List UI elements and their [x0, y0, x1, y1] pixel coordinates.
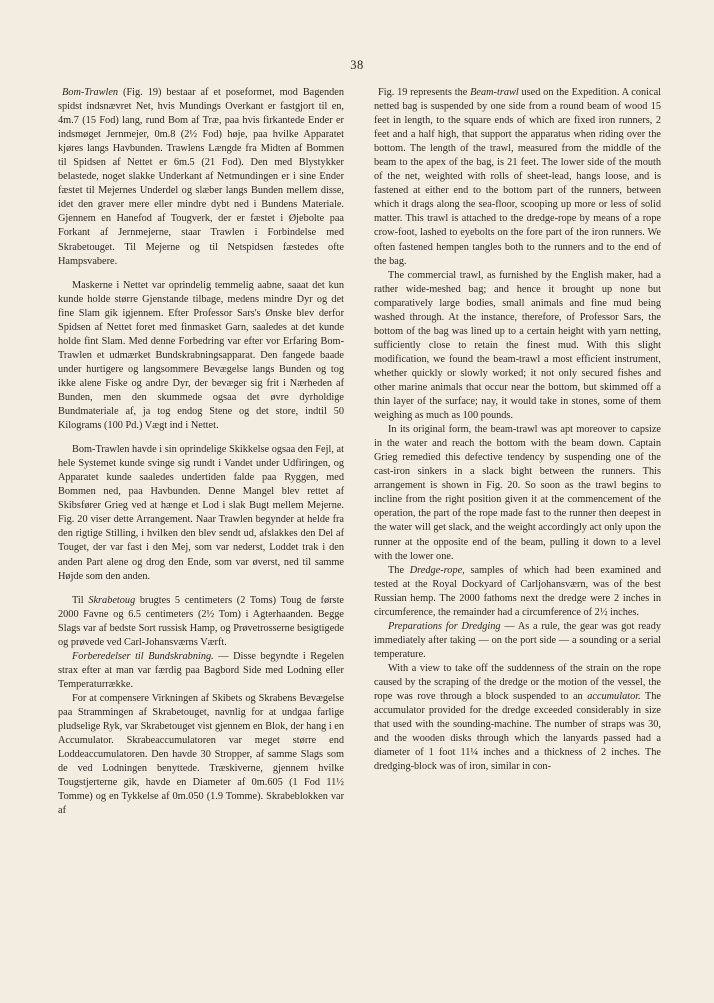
paragraph-capsize-fix-en: In its original form, the beam-trawl was apt moreover to capsize in the water and reach the bottom with the beam down. Captain Grieg remedied this defective tendency by suspending one of the cast-iron sinkers in a slack bight between the runners. This arrangement is shown in Fig. 20. So soon as the trawl begins to incline from the right position given it at the commencement of the operation, the part of the rope made fast to the runner then deepest in the water will get slack, and the weight accordingly act only upon the runner at the opposite end of the beam, pulling it down to a level with the lower one. [374, 424, 661, 562]
paragraph-dredge-rope: Til Skrabetoug brugtes 5 centimeters (2 Toms) Toug de første 2000 Favne og 6.5 centimeters (2½ Tom) i Agterhaanden. Begge Slags var af bedste Sort russisk Hamp, og Prøvetrosserne besigtigede og prøvede ved Carl-Johansværns Værft. [58, 594, 345, 648]
paragraph-net-mesh-en: The commercial trawl, as furnished by the English maker, had a rather wide-meshed bag; and hence it brought up none but comparatively large bodies, small animals and fine mud being washed through. At the instance, therefore, of Professor Sars, the bottom of the bag was lined up to a certain height with yarn netting, sufficiently close to retain the finest mud. With this slight modification, we found the beam-trawl a most efficient instrument, whether quickly or slowly worked; it not only secured fishes and other marine animals that occur near the bottom, but skimmed off a thin layer of the surface; nay, it would take in stones, some of them weighing as much as 100 pounds. [374, 269, 661, 422]
paragraph-net-mesh: Maskerne i Nettet var oprindelig temmelig aabne, saaat det kun kunde holde større Gjenstande tilbage, medens mindre Dyr og det fine Slam gik igjennem. Efter Professor Sars's Ønske blev derfor Spidsen af Nettet foret med finmasket Garn, saaledes at det kunde holde fint Slam. Med denne Forbedring var efter vor Erfaring Bom-Trawlen et udmærket Bundskrabningsapparat. Den fangede baade under hurtigere og langsommere Bevægelse langs Bunden og tog ikke alene Fiske og andre Dyr, der bevæger sig frit i Nærheden af Bunden, men den skummede ogsaa det øvre dyrholdige Bundmateriale af, ja tog endog Stene og det store, indtil 50 Kilograms (100 Pd.) Vægt ind i Nettet. [58, 279, 344, 432]
paragraph-accumulator: For at compensere Virkningen af Skibets og Skrabens Bevægelse paa Strammingen af Skrabetouget, navnlig for at undgaa farlige pludselige Ryk, var Skrabetouget vist gjennem en Blok, der hang i en Accumulator. Skrabeaccumulatoren var meget større end Loddeaccumulatoren. Den havde 30 Stropper, af samme Slags som de ved Lodningen benyttede. Træskiverne, gjennem hvilke Tougstjerterne gik, havde en Diameter af 0m.605 (1 Fod 11½ Tomme) og en Tykkelse af 0m.050 (1.9 Tomme). Skrabeblokken var af [58, 692, 344, 817]
paragraph-capsize-fix: Bom-Trawlen havde i sin oprindelige Skikkelse ogsaa den Fejl, at hele Systemet kunde svinge sig rundt i Vandet under Udfiringen, og Apparatet kunde saaledes undertiden falde paa Ryggen, med Bommen ned, paa Havbunden. Denne Mangel blev rettet af Skibsfører Grieg ved at hænge et Lod i slak Bugt mellem Mejerne. Fig. 20 viser dette Arrangement. Naar Trawlen begynder at helde fra den rigtige Stilling, i hvilken den blev sendt ud, afslakkes den Del af Touget, der var fast i den Mej, som var nederst, Loddet trak i den anden Part alene og drog den Ende, som var øverst, ned til samme Højde som den anden. [58, 444, 344, 582]
paragraph-dredge-rope-en: The Dredge-rope, samples of which had been examined and tested at the Royal Dockyard of Carljohansværn, was of the best Russian hemp. The 2000 fathoms next the dredge were 2 inches in circumference, the remainder had a circumference of 2½ inches. [374, 564, 661, 618]
paragraph-accumulator-en: With a view to take off the suddenness of the strain on the rope caused by the scraping of the dredge or the motion of the vessel, the rope was rove through a block suspended to an accumulator. The accumulator provided for the dredge exceeded considerably in size that used with the sounding-machine. The number of straps was 30, and the wooden disks through which the lanyards passed had a diameter of 1 foot 11¼ inches and a thickness of 2 inches. The dredging-block was of iron, similar in con- [374, 662, 661, 773]
paragraph-beam-trawl-description-en: Fig. 19 represents the Beam-trawl used on the Expedition. A conical netted bag is suspended by one side from a round beam of wood 15 feet in length, to the square ends of which are fixed iron runners, 2 feet and a half high, that support the apparatus when riding over the bottom. The length of the trawl, measured from the middle of the beam to the apex of the bag, is 21 feet. The lower side of the mouth of the net, weighted with rolls of sheet-lead, hangs loose, and is fastened at either end to the bottom part of the runners, between which it drags along the sea-floor, scooping up more or less of solid matter. This trawl is attached to the dredge-rope by means of a rope crow-foot, lashed to eyebolts on the fore part of the iron runners. We often fastened hempen tangles both to the runners and to the end of the bag. [374, 87, 661, 267]
term-skrabetoug: Skrabetoug [88, 594, 136, 606]
paragraph-beam-trawl-description: Bom-Trawlen (Fig. 19) bestaar af et poseformet, mod Bagenden spidst indsnævret Net, hvis Mundings Overkant er fastgjort til en, 4m.7 (15 Fod) lang, rund Bom af Træ, paa hvis firkantede Ender er indsmøget Jernmejer, 0m.8 (2½ Fod) høje, paa hvilke Apparatet kjøres langs Havbunden. Trawlens Længde fra Midten af Bommen til Spidsen af Nettet er 6m.5 (21 Fod). Den med Blystykker belastede, noget slakke Underkant af Netmundingen er i sine Ender fæstet til Mejernes Underdel og slæber langs Bunden mellem disse, idet den graver mere eller mindre dybt ned i Bundens Materiale. Gjennem en Hanefod af Tougverk, der er fæstet i Øjebolte paa Forkant af Jernmejerne, staar Trawlen i Forbindelse med Skrabetouget. Til Mejerne og til Netspidsen fæstedes ofte Hampsvabere. [58, 87, 344, 267]
heading-forberedelser: Forberedelser til Bundskrabning. [72, 650, 214, 662]
paragraph-preparations: Forberedelser til Bundskrabning. — Disse begyndte i Regelen strax efter at man var færdig paa Bagbord Side med Lodning eller Temperaturrække. [58, 650, 344, 690]
page-number: 38 [350, 58, 364, 72]
term-accumulator: accumulator. [587, 691, 641, 703]
term-dredge-rope: Dredge-rope, [409, 564, 465, 576]
term-beam-trawl: Beam-trawl [470, 87, 519, 98]
heading-preparations: Preparations for Dredging [388, 620, 501, 632]
english-column [374, 86, 661, 774]
danish-column [58, 86, 344, 818]
paragraph-preparations-en: Preparations for Dredging — As a rule, the gear was got ready immediately after taking — on the port side — a sounding or a serial temperature. [374, 620, 662, 660]
term-bom-trawlen: Bom-Trawlen [62, 87, 119, 98]
